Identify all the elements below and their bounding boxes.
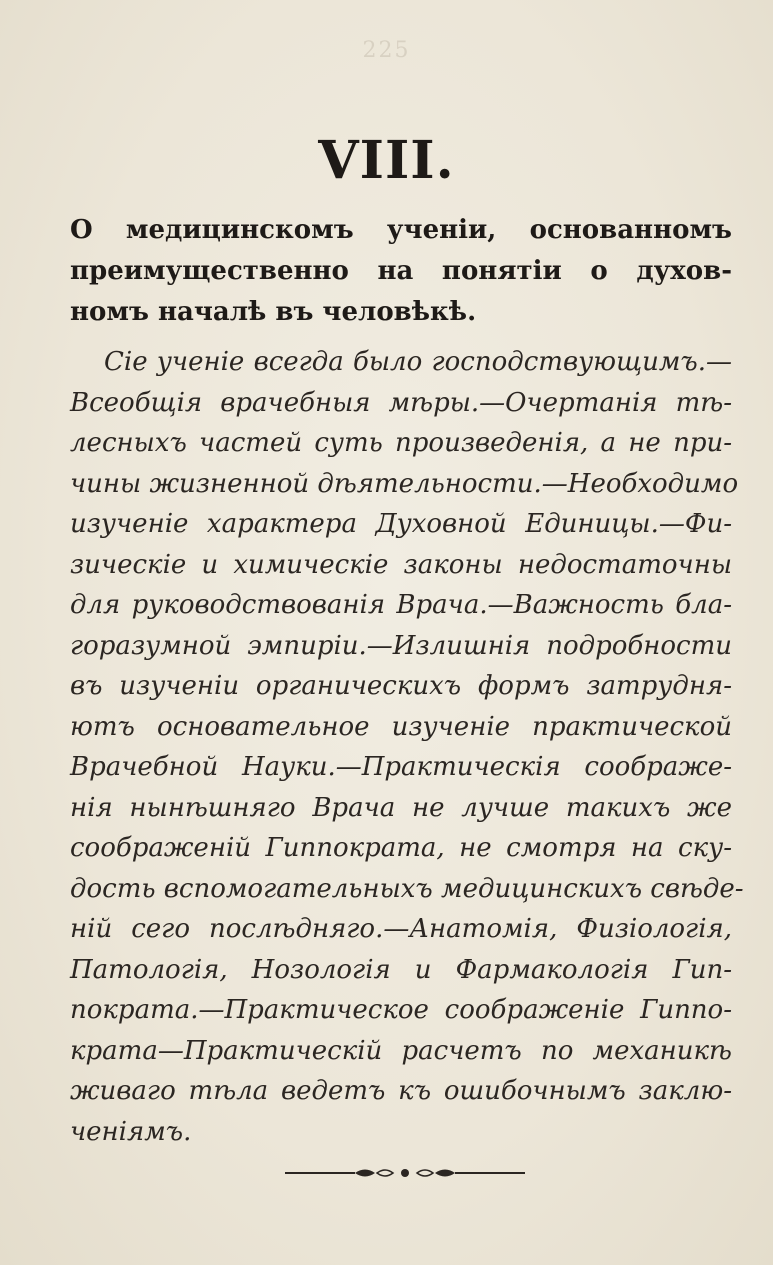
- summary-line: изученіе характера Духовной Единицы.—Фи-: [70, 509, 732, 539]
- summary-line: соображеній Гиппократа, не смотря на ску-: [70, 833, 732, 863]
- summary-line: Патологія, Нозологія и Фармакологія Гип-: [70, 954, 732, 985]
- heading-line: преимущественно на понятіи о духов-: [70, 256, 732, 286]
- summary-line: Всеобщія врачебныя мѣры.—Очертанія тѣ-: [70, 387, 732, 418]
- summary-line: ченіямъ.: [70, 1116, 192, 1147]
- summary-line: горазумной эмпиріи.—Излишнія подробности: [70, 630, 732, 661]
- summary-line: лесныхъ частей суть произведенія, а не при-: [70, 428, 732, 458]
- heading-line: О медицинскомъ ученіи, основанномъ: [70, 215, 732, 245]
- summary-line: въ изученіи органическихъ формъ затрудня-: [70, 671, 732, 701]
- summary-line: крата—Практическій расчетъ по механикѣ: [70, 1035, 732, 1066]
- chapter-heading: [70, 210, 732, 333]
- summary-line: нія нынѣшняго Врача не лучше такихъ же: [70, 792, 732, 823]
- summary-line: для руководствованія Врача.—Важность бла-: [70, 590, 732, 620]
- summary-line: чины жизненной дѣятельности.—Необходимо: [70, 468, 739, 499]
- summary-line: Врачебной Науки.—Практическія соображе-: [70, 752, 732, 782]
- summary-line: пократа.—Практическое соображеніе Гиппо-: [70, 995, 732, 1025]
- chapter-summary: [70, 342, 744, 1152]
- summary-line: зическіе и химическіе законы недостаточны: [70, 549, 732, 580]
- summary-line: живаго тѣла ведетъ къ ошибочнымъ заклю-: [70, 1076, 732, 1106]
- summary-line: ютъ основательное изученіе практической: [70, 711, 732, 742]
- page-number: 225: [362, 38, 411, 63]
- chapter-number: VIII.: [318, 130, 455, 191]
- summary-line: Сіе ученіе всегда было господствующимъ.—: [104, 347, 732, 377]
- summary-line: дость вспомогательныхъ медицинскихъ свѣде-: [70, 873, 744, 904]
- summary-line: ній сего послѣдняго.—Анатомія, Физіологія,: [70, 914, 732, 944]
- heading-line: номъ началѣ въ человѣкѣ.: [70, 297, 477, 327]
- decorative-divider-icon: [285, 1163, 525, 1183]
